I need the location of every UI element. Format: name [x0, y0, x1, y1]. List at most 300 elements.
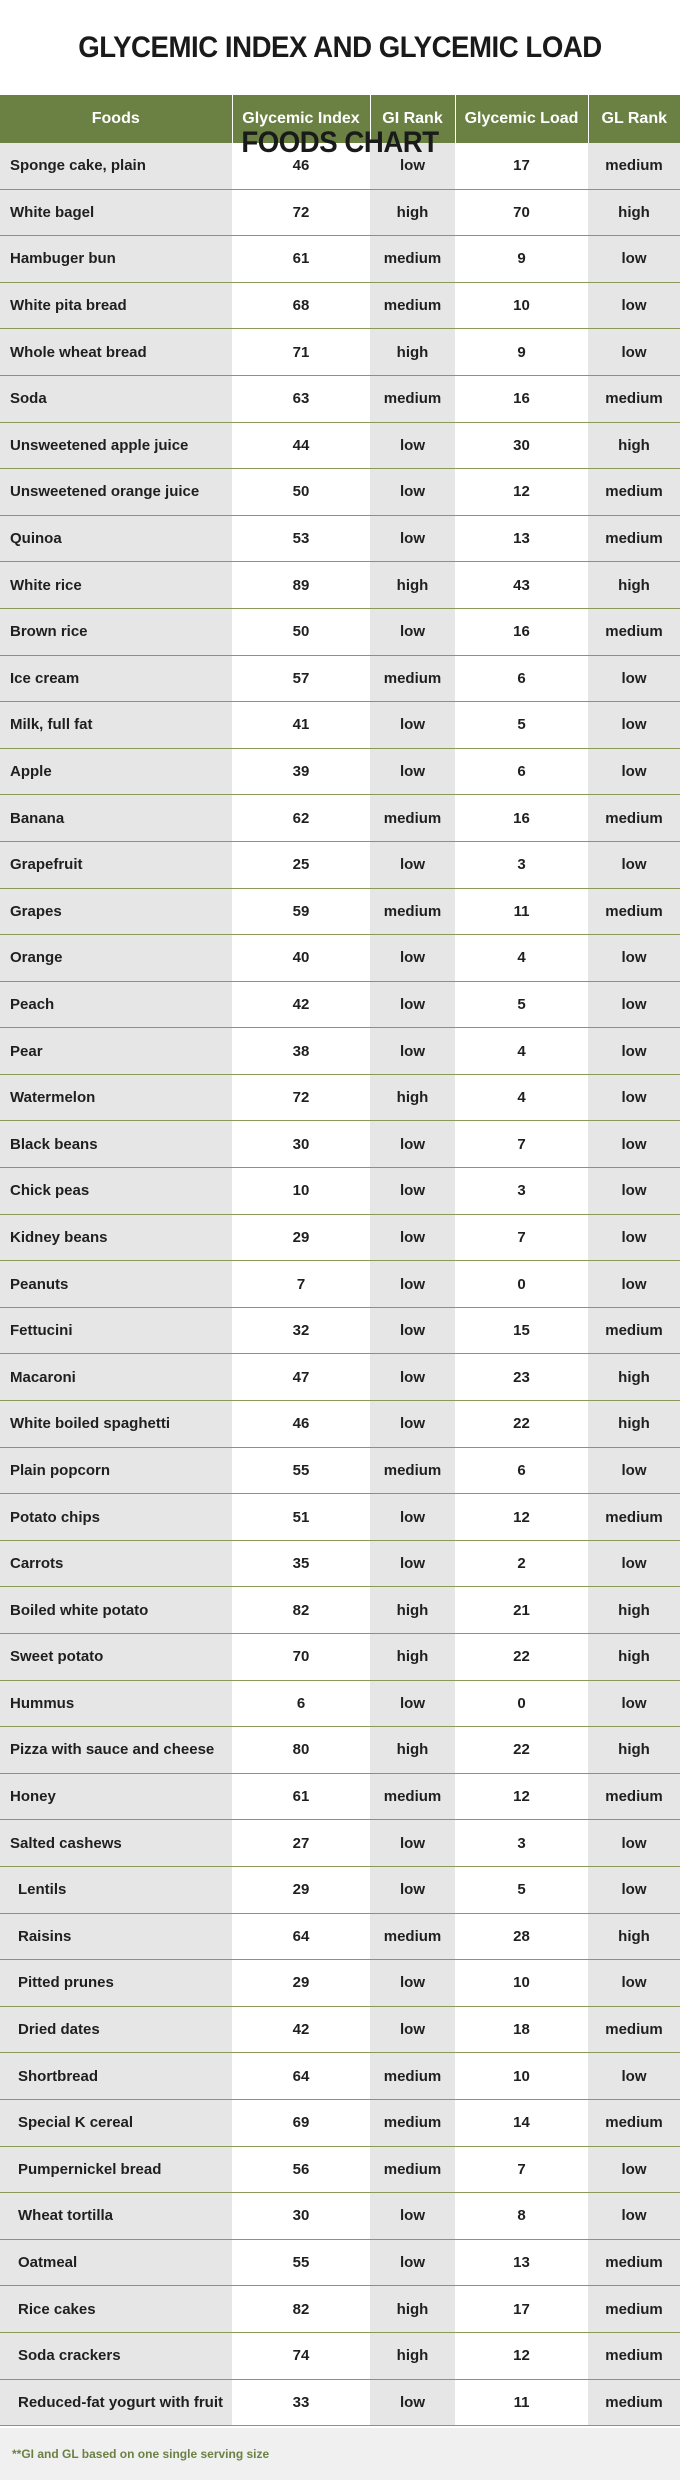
- gi-value-cell: 30: [232, 1121, 370, 1168]
- gl-rank-cell: low: [588, 2053, 680, 2100]
- gl-value-cell: 13: [455, 2239, 588, 2286]
- gi-table: [0, 95, 680, 2426]
- gl-rank-cell: medium: [588, 2379, 680, 2426]
- table-row: [0, 282, 680, 329]
- gi-value-cell: 61: [232, 236, 370, 283]
- table-row: [0, 422, 680, 469]
- gi-value-cell: 27: [232, 1820, 370, 1867]
- food-cell: White pita bread: [0, 282, 232, 329]
- gi-value-cell: 10: [232, 1168, 370, 1215]
- food-cell: Sponge cake, plain: [0, 143, 232, 189]
- gl-value-cell: 6: [455, 1447, 588, 1494]
- food-cell: Honey: [0, 1773, 232, 1820]
- gi-rank-cell: low: [370, 469, 455, 516]
- gl-rank-cell: low: [588, 1261, 680, 1308]
- gi-value-cell: 46: [232, 143, 370, 189]
- table-row: [0, 515, 680, 562]
- gl-value-cell: 18: [455, 2006, 588, 2053]
- gi-value-cell: 33: [232, 2379, 370, 2426]
- table-row: [0, 562, 680, 609]
- gl-value-cell: 7: [455, 1121, 588, 1168]
- food-cell: Unsweetened orange juice: [0, 469, 232, 516]
- gi-rank-cell: high: [370, 2332, 455, 2379]
- footnote: **GI and GL based on one single serving size: [0, 2428, 680, 2480]
- table-row: [0, 935, 680, 982]
- gl-value-cell: 16: [455, 795, 588, 842]
- gl-rank-cell: medium: [588, 1494, 680, 1541]
- table-row: [0, 1401, 680, 1448]
- gi-rank-cell: medium: [370, 2099, 455, 2146]
- gl-rank-cell: high: [588, 1913, 680, 1960]
- gl-rank-cell: low: [588, 329, 680, 376]
- gi-value-cell: 64: [232, 2053, 370, 2100]
- table-row: [0, 2006, 680, 2053]
- table-row: [0, 1913, 680, 1960]
- food-cell: Hummus: [0, 1680, 232, 1727]
- gi-value-cell: 7: [232, 1261, 370, 1308]
- gl-value-cell: 7: [455, 2146, 588, 2193]
- food-cell: Orange: [0, 935, 232, 982]
- gi-rank-cell: low: [370, 1820, 455, 1867]
- col-header-glycemic-load: Glycemic Load: [455, 95, 588, 143]
- gl-value-cell: 43: [455, 562, 588, 609]
- gi-rank-cell: low: [370, 1401, 455, 1448]
- table-row: [0, 236, 680, 283]
- table-row: [0, 1587, 680, 1634]
- food-cell: Plain popcorn: [0, 1447, 232, 1494]
- table-row: [0, 375, 680, 422]
- gl-value-cell: 10: [455, 1960, 588, 2007]
- gi-value-cell: 59: [232, 888, 370, 935]
- gl-value-cell: 4: [455, 935, 588, 982]
- food-cell: Sweet potato: [0, 1634, 232, 1681]
- table-row: [0, 2332, 680, 2379]
- table-row: [0, 1960, 680, 2007]
- gi-value-cell: 61: [232, 1773, 370, 1820]
- gl-value-cell: 6: [455, 748, 588, 795]
- table-row: [0, 702, 680, 749]
- gi-rank-cell: medium: [370, 375, 455, 422]
- gl-value-cell: 22: [455, 1727, 588, 1774]
- gl-rank-cell: medium: [588, 2332, 680, 2379]
- table-row: [0, 2146, 680, 2193]
- table-row: [0, 2193, 680, 2240]
- table-row: [0, 2099, 680, 2146]
- food-cell: White bagel: [0, 189, 232, 236]
- table-row: [0, 1074, 680, 1121]
- gi-rank-cell: low: [370, 1866, 455, 1913]
- col-header-gi-rank: GI Rank: [370, 95, 455, 143]
- table-row: [0, 1680, 680, 1727]
- food-cell: Brown rice: [0, 608, 232, 655]
- gi-rank-cell: low: [370, 935, 455, 982]
- gi-value-cell: 44: [232, 422, 370, 469]
- gi-value-cell: 6: [232, 1680, 370, 1727]
- gi-value-cell: 62: [232, 795, 370, 842]
- food-cell: Quinoa: [0, 515, 232, 562]
- gi-rank-cell: low: [370, 2379, 455, 2426]
- gi-rank-cell: low: [370, 1307, 455, 1354]
- gi-rank-cell: low: [370, 981, 455, 1028]
- gi-rank-cell: low: [370, 2193, 455, 2240]
- gi-rank-cell: low: [370, 1121, 455, 1168]
- gi-value-cell: 30: [232, 2193, 370, 2240]
- table-row: [0, 1214, 680, 1261]
- food-cell: Milk, full fat: [0, 702, 232, 749]
- table-row: [0, 1820, 680, 1867]
- gi-value-cell: 55: [232, 1447, 370, 1494]
- table-row: [0, 655, 680, 702]
- gi-rank-cell: high: [370, 1587, 455, 1634]
- food-cell: Pitted prunes: [0, 1960, 232, 2007]
- gi-value-cell: 42: [232, 981, 370, 1028]
- gl-value-cell: 11: [455, 888, 588, 935]
- food-cell: Chick peas: [0, 1168, 232, 1215]
- gi-rank-cell: medium: [370, 795, 455, 842]
- gl-value-cell: 14: [455, 2099, 588, 2146]
- gi-value-cell: 72: [232, 1074, 370, 1121]
- gl-value-cell: 9: [455, 236, 588, 283]
- gi-value-cell: 70: [232, 1634, 370, 1681]
- gi-value-cell: 29: [232, 1960, 370, 2007]
- table-row: [0, 795, 680, 842]
- gl-value-cell: 22: [455, 1634, 588, 1681]
- food-cell: White boiled spaghetti: [0, 1401, 232, 1448]
- gi-rank-cell: high: [370, 1727, 455, 1774]
- food-cell: Lentils: [0, 1866, 232, 1913]
- gl-value-cell: 17: [455, 143, 588, 189]
- gl-rank-cell: medium: [588, 888, 680, 935]
- gl-rank-cell: medium: [588, 608, 680, 655]
- table-row: [0, 1121, 680, 1168]
- gl-value-cell: 12: [455, 2332, 588, 2379]
- gl-rank-cell: low: [588, 1168, 680, 1215]
- gl-rank-cell: low: [588, 841, 680, 888]
- food-cell: Wheat tortilla: [0, 2193, 232, 2240]
- gl-rank-cell: high: [588, 1727, 680, 1774]
- gi-value-cell: 51: [232, 1494, 370, 1541]
- gi-value-cell: 64: [232, 1913, 370, 1960]
- table-row: [0, 748, 680, 795]
- gl-value-cell: 15: [455, 1307, 588, 1354]
- food-cell: Peanuts: [0, 1261, 232, 1308]
- gi-value-cell: 46: [232, 1401, 370, 1448]
- food-cell: Watermelon: [0, 1074, 232, 1121]
- gl-value-cell: 23: [455, 1354, 588, 1401]
- gi-rank-cell: high: [370, 1074, 455, 1121]
- food-cell: Grapefruit: [0, 841, 232, 888]
- table-row: [0, 981, 680, 1028]
- gl-value-cell: 6: [455, 655, 588, 702]
- table-row: [0, 469, 680, 516]
- gl-value-cell: 5: [455, 1866, 588, 1913]
- food-cell: Soda: [0, 375, 232, 422]
- gi-value-cell: 82: [232, 1587, 370, 1634]
- gl-value-cell: 5: [455, 702, 588, 749]
- gl-rank-cell: low: [588, 1866, 680, 1913]
- food-cell: Salted cashews: [0, 1820, 232, 1867]
- gl-value-cell: 4: [455, 1074, 588, 1121]
- gl-rank-cell: medium: [588, 143, 680, 189]
- gi-rank-cell: high: [370, 329, 455, 376]
- gl-rank-cell: medium: [588, 2239, 680, 2286]
- table-row: [0, 2053, 680, 2100]
- gl-value-cell: 0: [455, 1680, 588, 1727]
- gi-rank-cell: medium: [370, 655, 455, 702]
- table-row: [0, 189, 680, 236]
- food-cell: Ice cream: [0, 655, 232, 702]
- col-header-foods: Foods: [0, 95, 232, 143]
- food-cell: Grapes: [0, 888, 232, 935]
- gi-rank-cell: medium: [370, 2053, 455, 2100]
- gl-value-cell: 28: [455, 1913, 588, 1960]
- gl-value-cell: 12: [455, 469, 588, 516]
- gl-rank-cell: low: [588, 1028, 680, 1075]
- gi-rank-cell: medium: [370, 236, 455, 283]
- gl-value-cell: 8: [455, 2193, 588, 2240]
- gl-value-cell: 3: [455, 1820, 588, 1867]
- gl-value-cell: 4: [455, 1028, 588, 1075]
- table-row: [0, 888, 680, 935]
- gi-value-cell: 82: [232, 2286, 370, 2333]
- gi-rank-cell: medium: [370, 282, 455, 329]
- gl-rank-cell: high: [588, 1401, 680, 1448]
- gi-rank-cell: low: [370, 1214, 455, 1261]
- gi-rank-cell: low: [370, 143, 455, 189]
- table-row: [0, 1540, 680, 1587]
- food-cell: Macaroni: [0, 1354, 232, 1401]
- gl-value-cell: 16: [455, 608, 588, 655]
- gl-rank-cell: medium: [588, 2006, 680, 2053]
- gl-rank-cell: medium: [588, 375, 680, 422]
- table-row: [0, 1028, 680, 1075]
- table-row: [0, 2239, 680, 2286]
- gi-rank-cell: medium: [370, 1773, 455, 1820]
- gi-value-cell: 63: [232, 375, 370, 422]
- gl-value-cell: 13: [455, 515, 588, 562]
- gl-rank-cell: low: [588, 1074, 680, 1121]
- gi-value-cell: 69: [232, 2099, 370, 2146]
- table-row: [0, 1634, 680, 1681]
- food-cell: Unsweetened apple juice: [0, 422, 232, 469]
- gl-rank-cell: medium: [588, 1773, 680, 1820]
- gi-value-cell: 47: [232, 1354, 370, 1401]
- gi-rank-cell: low: [370, 1494, 455, 1541]
- food-cell: Banana: [0, 795, 232, 842]
- gl-rank-cell: high: [588, 1587, 680, 1634]
- gl-value-cell: 3: [455, 841, 588, 888]
- table-row: [0, 1447, 680, 1494]
- gl-value-cell: 5: [455, 981, 588, 1028]
- gl-value-cell: 2: [455, 1540, 588, 1587]
- gl-value-cell: 7: [455, 1214, 588, 1261]
- gl-rank-cell: low: [588, 748, 680, 795]
- food-cell: Oatmeal: [0, 2239, 232, 2286]
- gl-value-cell: 11: [455, 2379, 588, 2426]
- food-cell: Pumpernickel bread: [0, 2146, 232, 2193]
- gl-rank-cell: low: [588, 702, 680, 749]
- gi-rank-cell: medium: [370, 888, 455, 935]
- gi-rank-cell: low: [370, 515, 455, 562]
- gl-value-cell: 10: [455, 282, 588, 329]
- gl-rank-cell: high: [588, 1354, 680, 1401]
- gi-rank-cell: medium: [370, 1913, 455, 1960]
- food-cell: Black beans: [0, 1121, 232, 1168]
- gi-rank-cell: high: [370, 2286, 455, 2333]
- food-cell: Apple: [0, 748, 232, 795]
- gl-value-cell: 22: [455, 1401, 588, 1448]
- gl-rank-cell: low: [588, 981, 680, 1028]
- table-row: [0, 329, 680, 376]
- gi-rank-cell: low: [370, 1028, 455, 1075]
- table-row: [0, 2379, 680, 2426]
- gi-rank-cell: low: [370, 608, 455, 655]
- gl-rank-cell: high: [588, 189, 680, 236]
- gi-value-cell: 25: [232, 841, 370, 888]
- gi-value-cell: 56: [232, 2146, 370, 2193]
- food-cell: Raisins: [0, 1913, 232, 1960]
- gl-value-cell: 9: [455, 329, 588, 376]
- gi-rank-cell: low: [370, 702, 455, 749]
- gl-rank-cell: high: [588, 562, 680, 609]
- gi-value-cell: 42: [232, 2006, 370, 2053]
- gl-rank-cell: medium: [588, 2099, 680, 2146]
- col-header-glycemic-index: Glycemic Index: [232, 95, 370, 143]
- gl-rank-cell: low: [588, 2146, 680, 2193]
- gi-rank-cell: low: [370, 1354, 455, 1401]
- gi-value-cell: 68: [232, 282, 370, 329]
- gl-value-cell: 3: [455, 1168, 588, 1215]
- food-cell: Dried dates: [0, 2006, 232, 2053]
- food-cell: Reduced-fat yogurt with fruit: [0, 2379, 232, 2426]
- gl-rank-cell: high: [588, 422, 680, 469]
- gi-rank-cell: high: [370, 562, 455, 609]
- gl-rank-cell: low: [588, 1820, 680, 1867]
- food-cell: Whole wheat bread: [0, 329, 232, 376]
- food-cell: Pear: [0, 1028, 232, 1075]
- gl-value-cell: 17: [455, 2286, 588, 2333]
- gi-rank-cell: low: [370, 422, 455, 469]
- table-row: [0, 1866, 680, 1913]
- gl-rank-cell: medium: [588, 795, 680, 842]
- food-cell: Special K cereal: [0, 2099, 232, 2146]
- food-cell: Boiled white potato: [0, 1587, 232, 1634]
- table-row: [0, 1727, 680, 1774]
- gl-value-cell: 30: [455, 422, 588, 469]
- gl-rank-cell: low: [588, 1447, 680, 1494]
- gl-rank-cell: low: [588, 236, 680, 283]
- gl-value-cell: 16: [455, 375, 588, 422]
- table-row: [0, 1168, 680, 1215]
- gi-value-cell: 74: [232, 2332, 370, 2379]
- gl-value-cell: 12: [455, 1494, 588, 1541]
- gi-rank-cell: medium: [370, 1447, 455, 1494]
- gl-rank-cell: low: [588, 1540, 680, 1587]
- gi-rank-cell: low: [370, 1540, 455, 1587]
- food-cell: Kidney beans: [0, 1214, 232, 1261]
- table-row: [0, 608, 680, 655]
- gi-rank-cell: low: [370, 1168, 455, 1215]
- gi-value-cell: 50: [232, 469, 370, 516]
- gl-value-cell: 10: [455, 2053, 588, 2100]
- gl-rank-cell: medium: [588, 1307, 680, 1354]
- food-cell: Rice cakes: [0, 2286, 232, 2333]
- gi-value-cell: 72: [232, 189, 370, 236]
- food-cell: Hambuger bun: [0, 236, 232, 283]
- gi-value-cell: 89: [232, 562, 370, 609]
- gi-value-cell: 29: [232, 1214, 370, 1261]
- gl-value-cell: 21: [455, 1587, 588, 1634]
- gi-rank-cell: low: [370, 841, 455, 888]
- col-header-gl-rank: GL Rank: [588, 95, 680, 143]
- table-row: [0, 841, 680, 888]
- gl-rank-cell: low: [588, 1960, 680, 2007]
- gl-rank-cell: low: [588, 1121, 680, 1168]
- gi-value-cell: 38: [232, 1028, 370, 1075]
- gi-value-cell: 35: [232, 1540, 370, 1587]
- table-row: [0, 1307, 680, 1354]
- gl-rank-cell: low: [588, 1214, 680, 1261]
- gl-rank-cell: medium: [588, 469, 680, 516]
- gi-rank-cell: low: [370, 2239, 455, 2286]
- food-cell: Pizza with sauce and cheese: [0, 1727, 232, 1774]
- gi-value-cell: 32: [232, 1307, 370, 1354]
- food-cell: Fettucini: [0, 1307, 232, 1354]
- gi-rank-cell: high: [370, 189, 455, 236]
- gl-value-cell: 70: [455, 189, 588, 236]
- gl-rank-cell: low: [588, 282, 680, 329]
- food-cell: Peach: [0, 981, 232, 1028]
- gi-value-cell: 40: [232, 935, 370, 982]
- food-cell: Soda crackers: [0, 2332, 232, 2379]
- gi-value-cell: 50: [232, 608, 370, 655]
- table-row: [0, 2286, 680, 2333]
- food-cell: White rice: [0, 562, 232, 609]
- gi-value-cell: 57: [232, 655, 370, 702]
- gl-rank-cell: medium: [588, 515, 680, 562]
- food-cell: Shortbread: [0, 2053, 232, 2100]
- gl-rank-cell: high: [588, 1634, 680, 1681]
- gl-rank-cell: low: [588, 935, 680, 982]
- gi-value-cell: 41: [232, 702, 370, 749]
- table-row: [0, 1261, 680, 1308]
- table-row: [0, 1494, 680, 1541]
- gi-value-cell: 39: [232, 748, 370, 795]
- gl-rank-cell: low: [588, 1680, 680, 1727]
- gi-rank-cell: low: [370, 1261, 455, 1308]
- gi-value-cell: 71: [232, 329, 370, 376]
- chart-title: GLYCEMIC INDEX AND GLYCEMIC LOAD FOODS CHART: [78, 31, 602, 159]
- gl-rank-cell: medium: [588, 2286, 680, 2333]
- table-body: [0, 143, 680, 2426]
- table-row: [0, 1773, 680, 1820]
- gl-value-cell: 0: [455, 1261, 588, 1308]
- gi-rank-cell: low: [370, 2006, 455, 2053]
- gi-rank-cell: medium: [370, 2146, 455, 2193]
- gi-value-cell: 80: [232, 1727, 370, 1774]
- gi-rank-cell: high: [370, 1634, 455, 1681]
- food-cell: Carrots: [0, 1540, 232, 1587]
- table-row: [0, 1354, 680, 1401]
- gi-rank-cell: low: [370, 748, 455, 795]
- gi-value-cell: 29: [232, 1866, 370, 1913]
- gl-value-cell: 12: [455, 1773, 588, 1820]
- gi-rank-cell: low: [370, 1960, 455, 2007]
- gi-rank-cell: low: [370, 1680, 455, 1727]
- food-cell: Potato chips: [0, 1494, 232, 1541]
- gi-value-cell: 55: [232, 2239, 370, 2286]
- gi-value-cell: 53: [232, 515, 370, 562]
